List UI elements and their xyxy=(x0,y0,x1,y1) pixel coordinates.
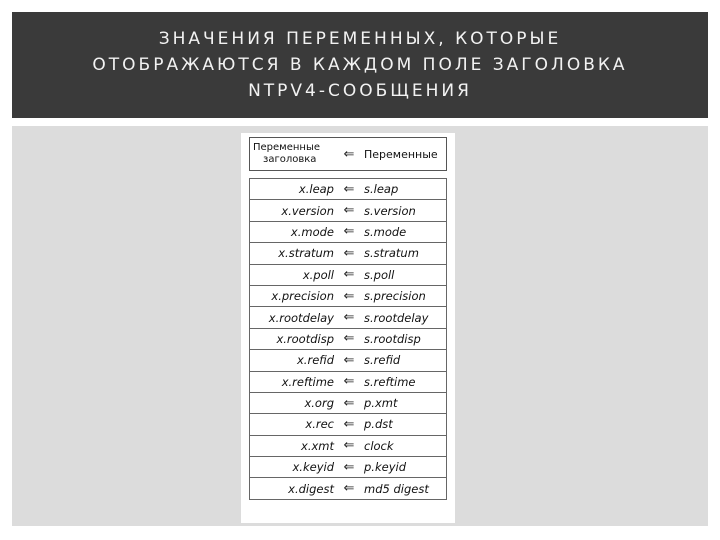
header-left-line-1: Переменные xyxy=(253,142,320,153)
table-row xyxy=(249,392,447,414)
left-arrow-icon: ⇐ xyxy=(343,374,355,390)
header-variable-cell: x.stratum xyxy=(278,246,334,261)
source-variable-cell: s.rootdelay xyxy=(364,310,429,325)
source-variable-cell: clock xyxy=(364,438,394,453)
variables-table-figure xyxy=(241,133,455,523)
source-variable-cell: s.stratum xyxy=(364,246,419,261)
table-row xyxy=(249,264,447,286)
source-variable-cell: s.leap xyxy=(364,182,399,197)
header-variable-cell: x.xmt xyxy=(301,438,334,453)
table-row xyxy=(249,477,447,499)
header-variable-cell: x.leap xyxy=(298,182,334,197)
slide-title-line-3: NTPV4-СООБЩЕНИЯ xyxy=(248,81,472,101)
left-arrow-icon: ⇐ xyxy=(343,438,355,454)
header-variable-cell: x.rec xyxy=(305,417,334,432)
left-arrow-icon: ⇐ xyxy=(343,352,355,368)
header-variable-cell: x.precision xyxy=(271,289,334,304)
header-variable-cell: x.rootdelay xyxy=(268,310,334,325)
header-variable-cell: x.keyid xyxy=(292,460,334,475)
table-row xyxy=(249,328,447,350)
left-arrow-icon: ⇐ xyxy=(343,310,355,326)
left-arrow-icon: ⇐ xyxy=(343,224,355,240)
slide-title-line-1: ЗНАЧЕНИЯ ПЕРЕМЕННЫХ, КОТОРЫЕ xyxy=(158,29,562,49)
table-row xyxy=(249,456,447,478)
table-row xyxy=(249,413,447,435)
table-row xyxy=(249,349,447,371)
left-arrow-icon: ⇐ xyxy=(343,267,355,283)
slide-title-bar xyxy=(12,12,708,118)
source-variable-cell: md5 digest xyxy=(364,481,429,496)
header-right-cell: Переменные xyxy=(364,147,438,161)
source-variable-cell: p.dst xyxy=(364,417,393,432)
table-header-row xyxy=(249,137,447,171)
source-variable-cell: s.version xyxy=(364,203,416,218)
table-row xyxy=(249,199,447,221)
left-arrow-icon: ⇐ xyxy=(343,416,355,432)
left-arrow-icon: ⇐ xyxy=(343,331,355,347)
left-arrow-icon: ⇐ xyxy=(343,481,355,497)
header-left-cell xyxy=(250,142,336,166)
table-row xyxy=(249,242,447,264)
source-variable-cell: p.xmt xyxy=(364,396,398,411)
table-row xyxy=(249,306,447,328)
left-arrow-icon: ⇐ xyxy=(343,203,355,219)
source-variable-cell: s.poll xyxy=(364,267,395,282)
source-variable-cell: s.reftime xyxy=(364,374,416,389)
left-arrow-icon: ⇐ xyxy=(343,146,355,162)
source-variable-cell: s.mode xyxy=(364,224,407,239)
header-left-line-2: заголовка xyxy=(263,154,317,165)
source-variable-cell: s.refid xyxy=(364,353,401,368)
table-body xyxy=(249,178,447,500)
table-row xyxy=(249,371,447,393)
header-variable-cell: x.version xyxy=(281,203,334,218)
header-variable-cell: x.refid xyxy=(297,353,334,368)
slide-title-line-2: ОТОБРАЖАЮТСЯ В КАЖДОМ ПОЛЕ ЗАГОЛОВКА xyxy=(92,55,628,75)
left-arrow-icon: ⇐ xyxy=(343,459,355,475)
header-variable-cell: x.digest xyxy=(288,481,334,496)
variables-table xyxy=(249,137,447,500)
table-row xyxy=(249,221,447,243)
table-row xyxy=(249,435,447,457)
header-variable-cell: x.rootdisp xyxy=(276,331,334,346)
left-arrow-icon: ⇐ xyxy=(343,395,355,411)
header-variable-cell: x.mode xyxy=(290,224,334,239)
source-variable-cell: s.precision xyxy=(364,289,426,304)
table-row xyxy=(249,285,447,307)
source-variable-cell: p.keyid xyxy=(364,460,406,475)
left-arrow-icon: ⇐ xyxy=(343,245,355,261)
left-arrow-icon: ⇐ xyxy=(343,181,355,197)
left-arrow-icon: ⇐ xyxy=(343,288,355,304)
header-variable-cell: x.poll xyxy=(302,267,334,282)
table-row xyxy=(249,178,447,200)
header-variable-cell: x.org xyxy=(304,396,334,411)
source-variable-cell: s.rootdisp xyxy=(364,331,421,346)
header-variable-cell: x.reftime xyxy=(281,374,334,389)
